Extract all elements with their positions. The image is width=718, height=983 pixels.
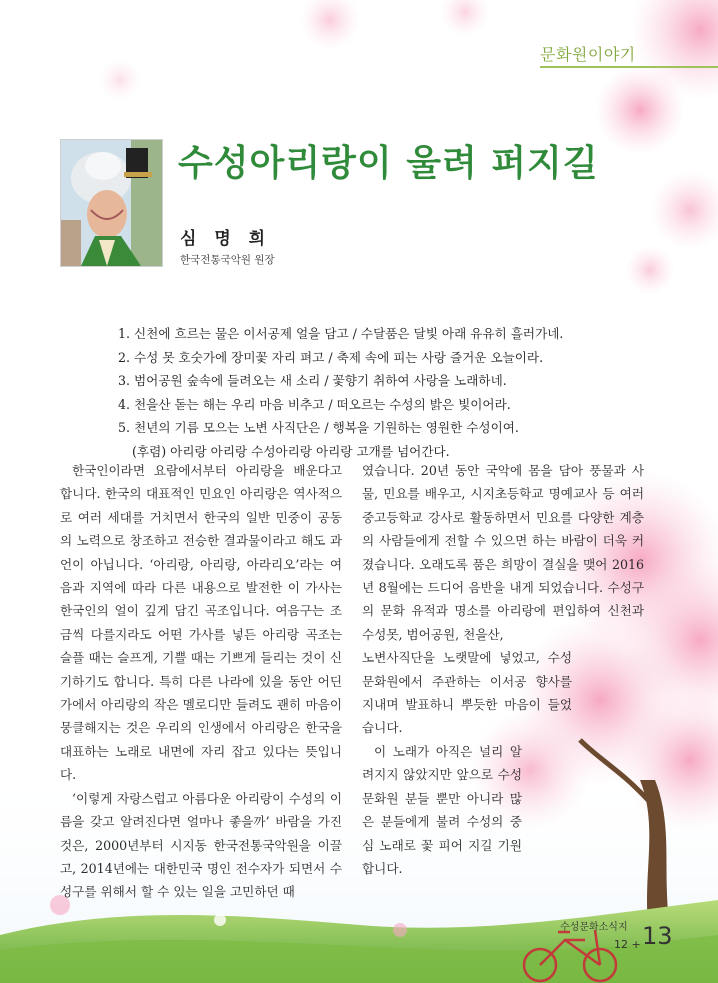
body-column-left [60,459,342,904]
lyrics-line: 2. 수성 못 호숫가에 장미꽃 자리 펴고 / 축제 속에 피는 사랑 즐거운 오늘이라. [118,349,544,365]
body-paragraph: 였습니다. 20년 동안 국악에 몸을 담아 풍물과 사물, 민요를 배우고, 시지초등학교 명예교사 등 여러 중고등학교 강사로 활동하면서 민요를 다양한 계층의 사람들에게 전할 수 있으면 하는 바람이 더욱 커졌습니다. 오래도록 품은 희망이 결실을 맺어 2016년 8월에는 드디어 음반을 내게 되었습니다. 수성구의 문화 유적과 명소를 아리랑에 편입하여 신천과 수성못, 범어공원, 천을산, [362,463,644,642]
body-paragraph: ‘이렇게 자랑스럽고 아름다운 아리랑이 수성의 이름을 갖고 알려진다면 얼마나 좋을까’ 바람을 가진 것은, 2000년부터 시지동 한국전통국악원을 이끌고, 2014년에는 대한민국 명인 전수자가 되면서 수성구를 위해서 할 수 있는 일을 고민하던 때 [60,790,342,900]
issue-number: 12 + [614,938,641,951]
section-title: 문화원이야기 [540,45,636,64]
lyrics-block [118,322,638,463]
page-number: 13 [642,922,673,950]
body-column-right [362,459,644,880]
author-photo [60,139,163,267]
page-title: 수성아리랑이 울려 퍼지길 [178,143,599,184]
author-role: 한국전통국악원 원장 [180,254,275,266]
lyrics-refrain: (후렴) 아리랑 아리랑 수성아리랑 아리랑 고개를 넘어간다. [132,443,450,459]
section-divider [540,66,718,68]
body-paragraph: 한국인이라면 요람에서부터 아리랑을 배운다고 합니다. 한국의 대표적인 민요인 아리랑은 역사적으로 여러 세대를 거치면서 한국의 일반 민중이 공동의 노력으로 창조하고 전승한 결과물이라고 해도 과언이 아닙니다. ‘아리랑, 아리랑, 아라리오’라는 여음과 지역에 따라 다른 내용으로 발전한 이 가사는 한국인의 얼이 깊게 담긴 곡조입니다. 여음구는 조금씩 다를지라도 어떤 가사를 넣든 아리랑 곡조는 슬플 때는 슬프게, 기쁠 때는 기쁘게 들리는 것이 신기하기도 합니다. 특히 다른 나라에 있을 동안 어딘가에서 아리랑의 작은 멜로디만 들려도 괜히 마음이 뭉클해지는 것은 우리의 인생에서 아리랑은 한국을 대표하는 노래로 내면에 자리 잡고 있다는 뜻입니다. [60,463,342,783]
body-paragraph: 이 노래가 아직은 널리 알려지지 않았지만 앞으로 수성문화원 분들 뿐만 아니라 많은 분들에게 불려 수성의 중심 노래로 꽃 피어 지길 기원합니다. [362,743,522,876]
magazine-name: 수성문화소식지 [560,922,628,933]
section-label [540,42,636,65]
lyrics-line: 5. 천년의 기름 모으는 노변 사직단은 / 행복을 기원하는 영원한 수성이여. [118,420,519,435]
lyrics-line: 1. 신천에 흐르는 물은 이서공제 얼을 담고 / 수달품은 달빛 아래 유유히 흘러가네. [118,326,564,341]
author-name: 심 명 희 [180,229,272,249]
lyrics-line: 3. 범어공원 숲속에 들려오는 새 소리 / 꽃향기 취하여 사랑을 노래하네. [118,373,507,388]
body-paragraph: 노변사직단을 노랫말에 넣었고, 수성 문화원에서 주관하는 이서공 향사를 지내며 발표하니 뿌듯한 마음이 들었습니다. [362,650,572,736]
lyrics-line: 4. 천을산 돋는 해는 우리 마음 비추고 / 떠오르는 수성의 밝은 빛이어라. [118,396,511,412]
